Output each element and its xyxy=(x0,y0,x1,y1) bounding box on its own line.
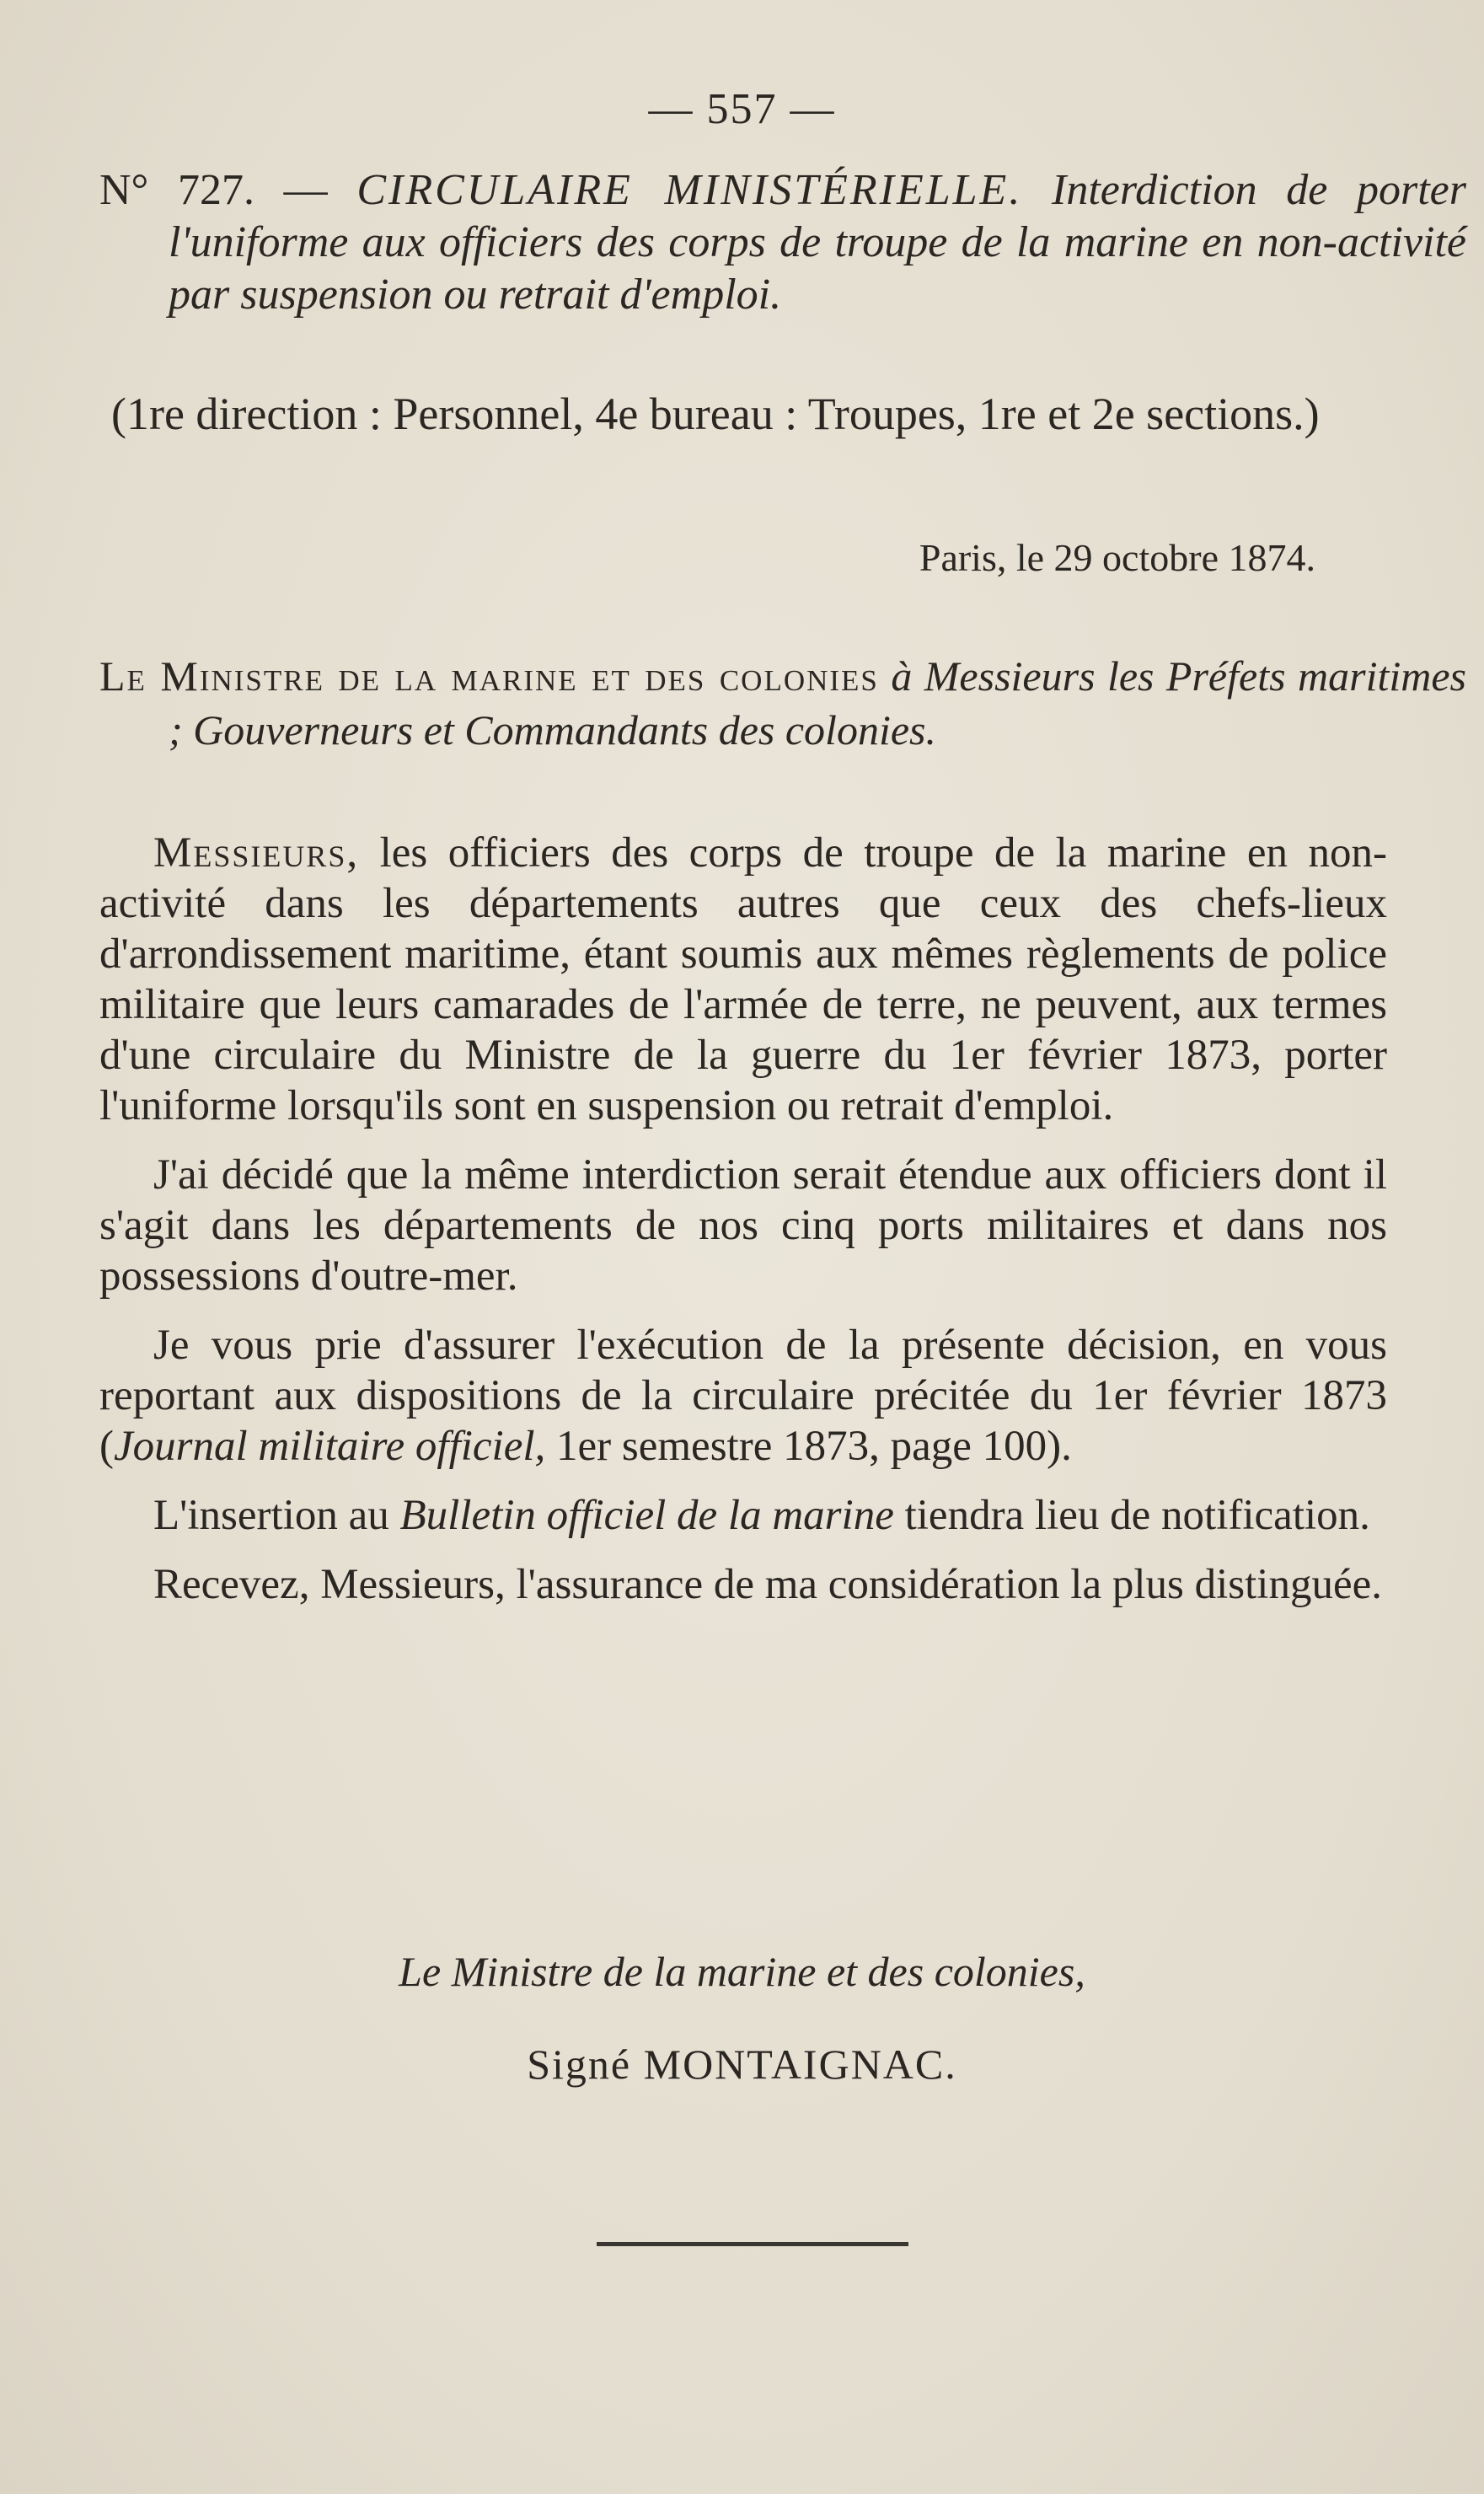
circular-heading xyxy=(99,164,1466,321)
salutation: Messieurs, xyxy=(153,829,360,877)
signature-title: Le Ministre de la marine et des colonies, xyxy=(399,1948,1085,1995)
paragraph-3 xyxy=(99,1320,1387,1472)
paragraph-4-text-a: L'insertion au xyxy=(153,1492,400,1539)
paragraph-2: J'ai décidé que la même interdiction serait étendue aux officiers dont il s'agit dans les départements de nos cinq ports militaires et dans nos possessions d'outre-mer. xyxy=(99,1151,1387,1300)
address-to: à Messieurs les Préfets maritimes ; Gouverneurs et Commandants des colonies. xyxy=(169,652,1466,754)
circular-body xyxy=(99,828,1387,1628)
paragraph-1 xyxy=(99,828,1387,1131)
address-block xyxy=(99,649,1466,757)
page-number: — 557 — xyxy=(648,85,836,133)
direction-line: (1re direction : Personnel, 4e bureau : Troupes, 1re et 2e sections.) xyxy=(111,389,1320,439)
paragraph-1-text: les officiers des corps de troupe de la marine en non-activité dans les départements autres que ceux des chefs-lieux d'arrondissement maritime, étant soumis aux mêmes règlements de police militaire que leurs camarades de l'armée de terre, ne peuvent, aux termes d'une circulaire du Ministre de la guerre du 1er février 1873, porter l'uniforme lorsqu'ils sont en suspension ou retrait d'emploi. xyxy=(99,829,1387,1129)
signature-name: Signé MONTAIGNAC. xyxy=(527,2041,957,2088)
address-from: Le Ministre de la marine et des colonies xyxy=(99,652,879,700)
paragraph-5: Recevez, Messieurs, l'assurance de ma considération la plus distinguée. xyxy=(153,1561,1382,1608)
place-date: Paris, le 29 octobre 1874. xyxy=(919,536,1315,579)
journal-reference: Journal militaire officiel, xyxy=(113,1423,546,1470)
circular-number: N° 727. — xyxy=(99,166,328,214)
paragraph-4-text-b: tiendra lieu de notification. xyxy=(893,1492,1370,1539)
paragraph-3-text-a: Je vous prie d'assurer l'exécution de la présente décision, en vous reportant aux dispositions de la circulaire précitée du 1er février 1873 ( xyxy=(99,1322,1387,1470)
circular-title: CIRCULAIRE MINISTÉRIELLE. xyxy=(356,166,1023,214)
closing-rule xyxy=(597,2242,908,2246)
paragraph-4 xyxy=(99,1490,1387,1541)
bulletin-reference: Bulletin officiel de la marine xyxy=(399,1492,894,1539)
paragraph-3-text-b: 1er semestre 1873, page 100). xyxy=(545,1423,1072,1470)
circular-subject: Interdiction de porter l'uniforme aux officiers des corps de troupe de la marine en non-activité par suspension ou retrait d'emploi. xyxy=(169,166,1466,319)
